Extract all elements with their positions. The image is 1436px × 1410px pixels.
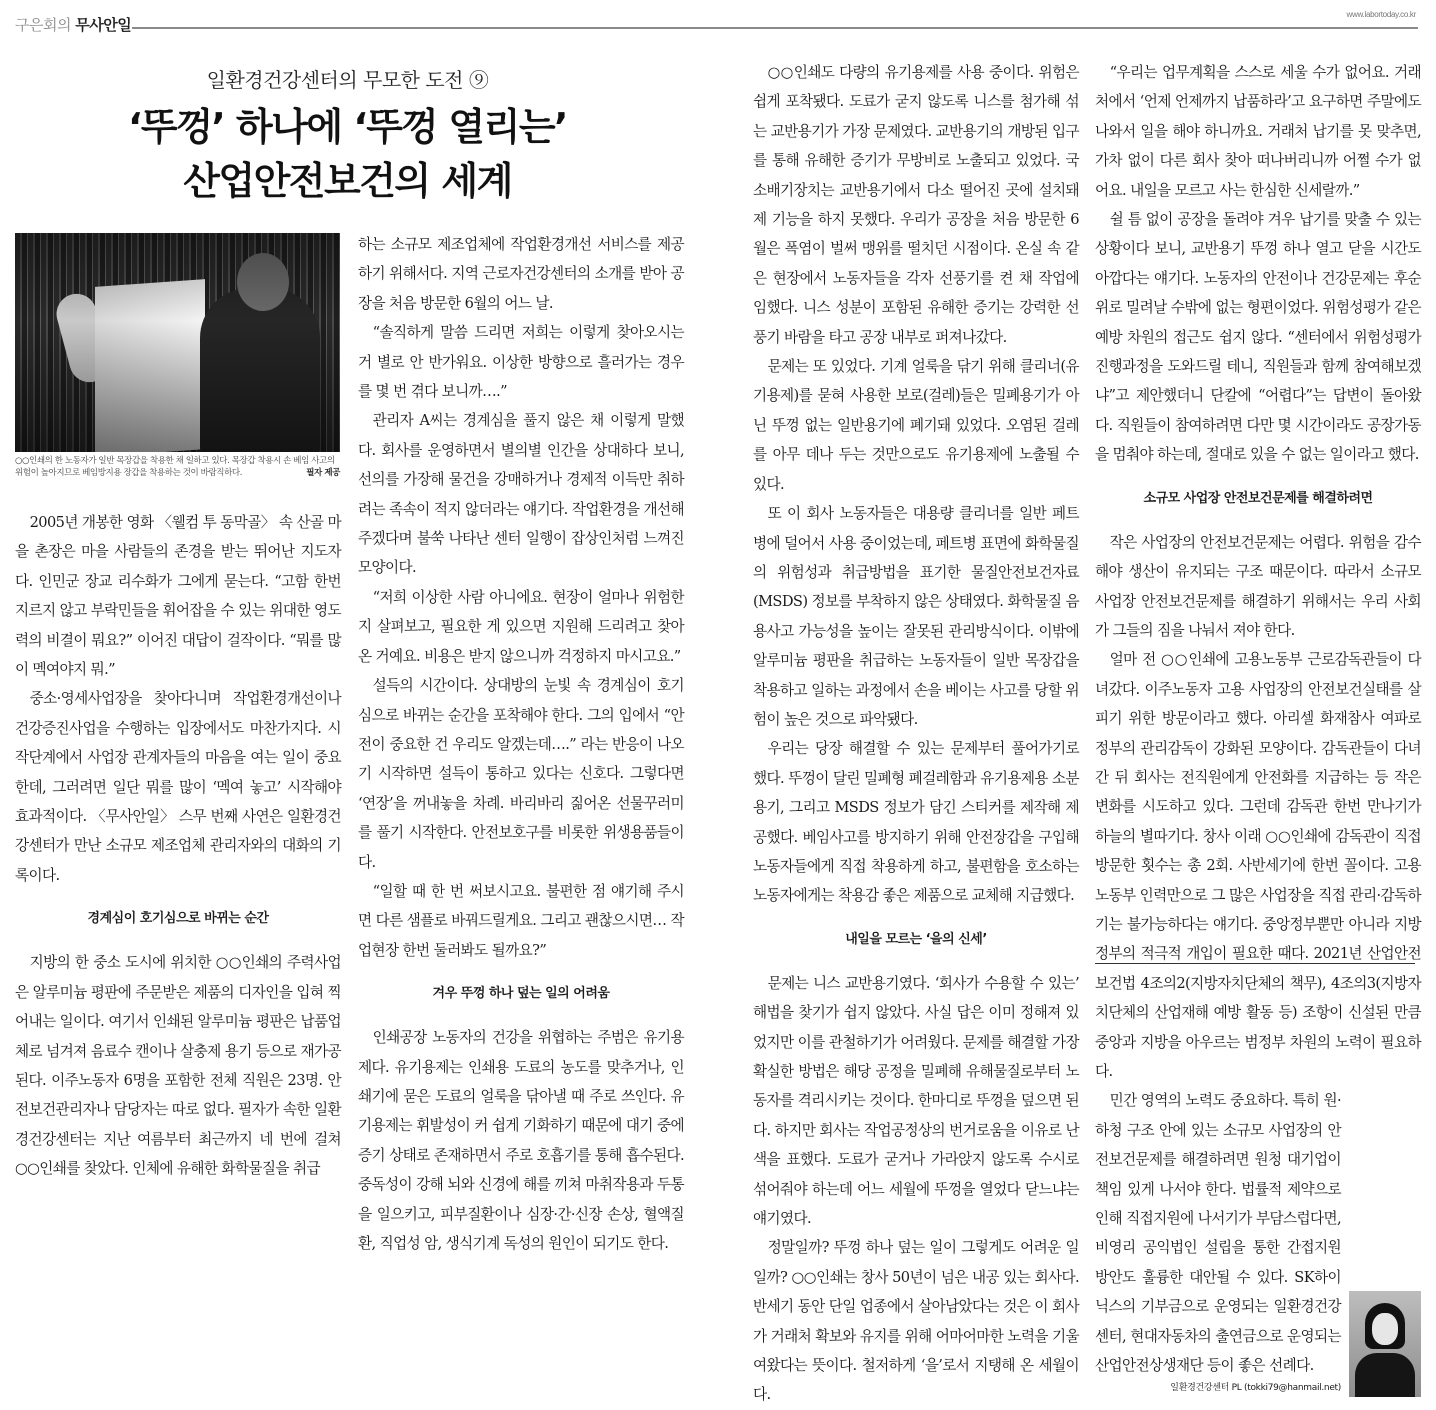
article-column-1 — [15, 508, 341, 1184]
article-end-rule — [1095, 963, 1415, 964]
paragraph: 얼마 전 ○○인쇄에 고용노동부 근로감독관들이 다녀갔다. 이주노동자 고용 사업장의 안전보건실태를 살피기 위한 방문이라고 했다. 아리셀 화재참사 여파로 정부의 관리감독이 강화된 모양이다. 감독관들이 다녀간 뒤 회사는 전직원에게 안전화를 지급하는 등 작은 변화를 시도하고 있다. 그런데 감독관 한번 만나기가 하늘의 별따기다. 창사 이래 ○○인쇄에 감독관이 직접 방문한 횟수는 총 2회. 사반세기에 한번 꼴이다. 고용노동부 인력만으로 그 많은 사업장을 직접 관리·감독하기는 불가능하다는 얘기다. 중앙정부뿐만 아니라 지방정부의 적극적 개입이 필요한 때다. 2021년 산업안전보건법 4조의2(지방자치단체의 책무), 4조의3(지방자치단체의 산업재해 예방 활동 등) 조항이 신설된 만큼 중앙과 지방을 아우르는 범정부 차원의 노력이 필요하다. — [1095, 651, 1421, 1080]
paragraph: 정말일까? 뚜껑 하나 덮는 일이 그렇게도 어려운 일일까? ○○인쇄는 창사 50년이 넘은 내공 있는 회사다. 반세기 동안 단일 업종에서 살아남았다는 것은 이 회사가 거래처 확보와 유지를 위해 어마어마한 노력을 기울여왔다는 뜻이다. 철저하게 ‘을’로서 지탱해 온 세월이다. — [753, 1239, 1079, 1404]
article-column-3 — [753, 58, 1079, 1410]
author-byline: 일환경건강센터 PL (tokki79@hanmail.net) — [1170, 1383, 1341, 1394]
paragraph: 지방의 한 중소 도시에 위치한 ○○인쇄의 주력사업은 알루미늄 평판에 주문받은 제품의 디자인을 입혀 찍어내는 일이다. 여기서 인쇄된 알루미늄 평판은 납품업체로 넘겨져 음료수 캔이나 살충제 용기 등으로 재가공된다. 이주노동자 6명을 포함한 전체 직원은 23명. 안전보건관리자나 담당자는 따로 없다. 필자가 속한 일환경건강센터는 지난 여름부터 최근까지 네 번에 걸쳐 ○○인쇄를 찾았다. 인체에 유해한 화학물질을 취급 — [15, 954, 341, 1178]
paragraph: 민간 영역의 노력도 중요하다. 특히 원·하청 구조 안에 있는 소규모 사업장의 안전보건문제를 해결하려면 원청 대기업이 책임 있게 나서야 한다. 법률적 제약으로 인해 직접지원에 나서기가 부담스럽다면, 비영리 공익법인 설립을 통한 간접지원 방안도 훌륭한 대안될 수 있다. SK하이닉스의 기부금으로 운영되는 일환경건강센터, 현대자동차의 출연금으로 운영되는 산업안전상생재단 등이 좋은 선례다. — [1095, 1092, 1341, 1375]
headline-line-1: ‘뚜껑’ 하나에 ‘뚜껑 열리는’ — [127, 105, 567, 149]
column-name-prefix: 구은회의 — [15, 16, 71, 34]
author-photo-body — [1355, 1353, 1415, 1397]
series-kicker: 일환경건강센터의 무모한 도전 ⑨ — [206, 68, 489, 92]
paragraph: 관리자 A씨는 경계심을 풀지 않은 채 이렇게 말했다. 회사를 운영하면서 별의별 인간을 상대하다 보니, 선의를 가장해 물건을 강매하거나 경제적 이득만 취하려는 족속이 적지 않더라는 얘기다. 작업환경을 개선해 주겠다며 불쑥 나타난 센터 일행이 잡상인처럼 느껴진 모양이다. — [358, 412, 684, 577]
paragraph: “솔직하게 말씀 드리면 저희는 이렇게 찾아오시는 거 별로 안 반가워요. 이상한 방향으로 흘러가는 경우를 몇 번 겪다 보니까….” — [358, 324, 684, 401]
paragraph: ○○인쇄도 다량의 유기용제를 사용 중이다. 위험은 쉽게 포착됐다. 도료가 굳지 않도록 니스를 첨가해 섞는 교반용기가 가장 문제였다. 교반용기의 개방된 입구를 통해 유해한 증기가 무방비로 노출되고 있었다. 국소배기장치는 교반용기에서 다소 떨어진 곳에 설치돼 제 기능을 하지 못했다. 우리가 공장을 처음 방문한 6월은 폭염이 벌써 맹위를 떨치던 시점이다. 온실 속 같은 현장에서 노동자들을 각자 선풍기를 켠 채 작업에 임했다. 니스 성분이 포함된 유해한 증기는 강력한 선풍기 바람을 타고 공장 내부로 퍼져나갔다. — [753, 64, 1079, 346]
paragraph: 설득의 시간이다. 상대방의 눈빛 속 경계심이 호기심으로 바뀌는 순간을 포착해야 한다. 그의 입에서 “안전이 중요한 건 우리도 알겠는데….” 라는 반응이 나오기 시작하면 설득이 통하고 있다는 신호다. 그렇다면 ‘연장’을 꺼내놓을 차례. 바리바리 짊어온 선물꾸러미를 풀기 시작한다. 안전보호구를 비롯한 위생용품들이다. — [358, 677, 684, 871]
section-heading: 내일을 모르는 ‘을의 신세’ — [845, 931, 987, 947]
article-column-2 — [358, 230, 684, 1258]
site-url: www.labortoday.co.kr — [1346, 10, 1416, 19]
paragraph: 인쇄공장 노동자의 건강을 위협하는 주범은 유기용제다. 유기용제는 인쇄용 도료의 농도를 맞추거나, 인쇄기에 묻은 도료의 얼룩을 닦아낼 때 주로 쓰인다. 유기용제는 휘발성이 커 쉽게 기화하기 때문에 대기 중에 증기 상태로 존재하면서 주로 호흡기를 통해 흡수된다. 중독성이 강해 뇌와 신경에 해를 끼쳐 마취작용과 두통을 일으키고, 피부질환이나 심장·간·신장 손상, 혈액질환, 직업성 암, 생식기계 독성의 원인이 되기도 한다. — [358, 1029, 684, 1252]
author-photo — [1349, 1291, 1421, 1397]
paragraph: 하는 소규모 제조업체에 작업환경개선 서비스를 제공하기 위해서다. 지역 근로자건강센터의 소개를 받아 공장을 처음 방문한 6월의 어느 날. — [358, 236, 684, 312]
photo-credit: 필자 제공 — [306, 468, 340, 478]
paragraph: 또 이 회사 노동자들은 대용량 클리너를 일반 페트병에 덜어서 사용 중이었는데, 페트병 표면에 화학물질의 위험성과 취급방법을 표기한 물질안전보건자료(MSDS) 정보를 부착하지 않은 상태였다. 화학물질 음용사고 가능성을 높이는 잘못된 관리방식이다. 이밖에 알루미늄 평판을 취급하는 노동자들이 일반 목장갑을 착용하고 일하는 과정에서 손을 베이는 사고를 당할 위험이 높은 것으로 파악됐다. — [753, 505, 1079, 728]
photo-caption — [15, 455, 340, 479]
column-name-main: 무사안일 — [75, 16, 132, 34]
photo-caption-text: ○○인쇄의 한 노동자가 일반 목장갑을 착용한 채 일하고 있다. 목장갑 착용시 손 베임 사고의 위험이 높아지므로 베임방지용 장갑을 착용하는 것이 바람직하다. — [15, 456, 335, 478]
paragraph: 2005년 개봉한 영화 〈웰컴 투 동막골〉 속 산골 마을 촌장은 마을 사람들의 존경을 받는 뛰어난 지도자다. 인민군 장교 리수화가 그에게 묻는다. “고함 한번 지르지 않고 부락민들을 휘어잡을 수 있는 위대한 영도력의 비결이 뭐요?” 이어진 대답이 걸작이다. “뭐를 많이 멕여야지 뭐.” — [15, 514, 341, 679]
paragraph: 문제는 또 있었다. 기계 얼룩을 닦기 위해 클리너(유기용제)를 묻혀 사용한 보로(걸레)들은 밀폐용기가 아닌 뚜껑 없는 일반용기에 폐기돼 있었다. 오염된 걸레를 아무 데나 두는 것만으로도 유기용제에 노출될 수 있다. — [753, 358, 1079, 493]
section-heading: 경계심이 호기심으로 바뀌는 순간 — [87, 911, 269, 927]
paragraph: “저희 이상한 사람 아니에요. 현장이 얼마나 위험한지 살펴보고, 필요한 게 있으면 지원해 드리려고 찾아온 거예요. 비용은 받지 않으니까 걱정하지 마시고요.” — [358, 588, 684, 665]
paragraph: 작은 사업장의 안전보건문제는 어렵다. 위험을 감수해야 생산이 유지되는 구조 때문이다. 따라서 소규모 사업장 안전보건문제를 해결하기 위해서는 우리 사회가 그들의 짐을 나눠서 져야 한다. — [1095, 533, 1421, 639]
paragraph: 중소·영세사업장을 찾아다니며 작업환경개선이나 건강증진사업을 수행하는 입장에서도 마찬가지다. 시작단계에서 사업장 관계자들의 마음을 여는 일이 중요한데, 그러려면 일단 뭐를 많이 ‘멕여 놓고’ 시작해야 효과적이다. 〈무사안일〉 스무 번째 사연은 일환경건강센터가 만난 소규모 제조업체 관리자와의 대화의 기록이다. — [15, 690, 341, 884]
paragraph: 쉴 틈 없이 공장을 돌려야 겨우 납기를 맞출 수 있는 상황이다 보니, 교반용기 뚜껑 하나 열고 닫을 시간도 아깝다는 얘기다. 노동자의 안전이나 건강문제는 후순위로 밀려날 수밖에 없는 형편이었다. 위험성평가 같은 예방 차원의 접근도 쉽지 않다. “센터에서 위험성평가 진행과정을 도와드릴 테니, 직원들과 함께 참여해보겠냐”고 제안했더니 단칼에 “어렵다”는 답변이 돌아왔다. 직원들이 참여하려면 다만 몇 시간이라도 공장가동을 멈춰야 하는데, 절대로 있을 수 없는 일이라고 했다. — [1095, 211, 1421, 464]
photo-shade — [15, 233, 340, 452]
headline-line-2: 산업안전보건의 세계 — [183, 159, 512, 203]
paragraph: 문제는 니스 교반용기였다. ‘회사가 수용할 수 있는’ 해법을 찾기가 쉽지 않았다. 사실 답은 이미 정해져 있었지만 이를 관철하기가 어려웠다. 문제를 해결할 가장 확실한 방법은 해당 공정을 밀폐해 유해물질로부터 노동자를 격리시키는 것이다. 한마디로 뚜껑을 덮으면 된다. 하지만 회사는 작업공정상의 번거로움을 이유로 난색을 표했다. 도료가 굳거나 가라앉지 않도록 수시로 섞어줘야 하는데 어느 세월에 뚜껑을 열었다 닫느냐는 얘기였다. — [753, 974, 1079, 1228]
paragraph: “일할 때 한 번 써보시고요. 불편한 점 얘기해 주시면 다른 샘플로 바꿔드릴게요. 그리고 괜찮으시면… 작업현장 한번 둘러봐도 될까요?” — [358, 882, 684, 959]
paragraph: 우리는 당장 해결할 수 있는 문제부터 풀어가기로 했다. 뚜껑이 달린 밀폐형 폐걸레함과 유기용제용 소분 용기, 그리고 MSDS 정보가 담긴 스티커를 제작해 제공했다. 베임사고를 방지하기 위해 안전장갑을 구입해 노동자들에게 직접 착용하게 하고, 불편함을 호소하는 노동자에게는 착용감 좋은 제품으로 교체해 지급했다. — [753, 740, 1079, 905]
paragraph: “우리는 업무계획을 스스로 세울 수가 없어요. 거래처에서 ‘언제 언제까지 납품하라’고 요구하면 주말에도 나와서 일을 해야 하니까요. 거래처 납기를 못 맞추면, 가차 없이 다른 회사 찾아 떠나버리니까 어쩔 수가 없어요. 내일을 모르고 사는 한심한 신세랄까.” — [1095, 64, 1421, 199]
article-column-4 — [1095, 58, 1421, 1397]
article-photo — [15, 233, 340, 452]
column-name — [15, 14, 131, 35]
section-heading: 소규모 사업장 안전보건문제를 해결하려면 — [1143, 490, 1373, 506]
headline — [15, 100, 680, 208]
author-photo-face — [1372, 1313, 1398, 1345]
header-divider — [132, 27, 1418, 29]
section-heading: 겨우 뚜껑 하나 덮는 일의 어려움 — [432, 986, 610, 1002]
